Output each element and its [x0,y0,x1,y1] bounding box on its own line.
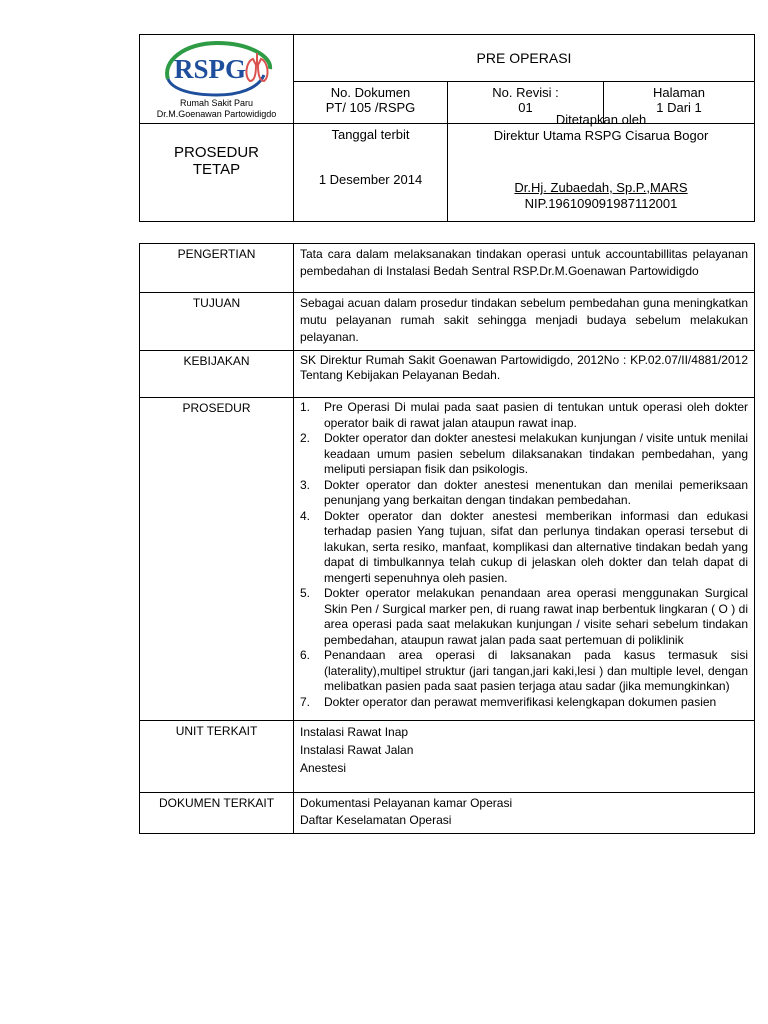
tanggal-cell [294,124,448,222]
logo-sub-line1: Rumah Sakit Paru [179,98,254,108]
list-item: 1. Pre Operasi Di mulai pada saat pasien di tentukan untuk operasi oleh dokter operator baik di rawat jalan ataupun rawat inap. [300,400,748,430]
kebijakan-label: KEBIJAKAN [140,351,294,398]
tujuan-label: TUJUAN [140,293,294,351]
signer-name: Dr.Hj. Zubaedah, Sp.P.,MARS [514,180,688,195]
list-item: 4. Dokter operator dan dokter anestesi memberikan informasi dan edukasi terhadap pasien Yang tujuan, sifat dan perlunya tindakan operasi tersebut di lakukan, serta resiko, manfaat, komplikasi dan alternative tindakan bedah yang dapat di timbulkannya telah cukup di jelaskan oleh dokter dan telah dapat di mengerti sepenuhnya oleh pasien. [300,508,748,585]
dokumen-list-cell [294,793,755,834]
tanggal-label: Tanggal terbit [331,127,410,142]
rev-value: 01 [518,100,533,115]
prosedur-list-cell [294,398,755,721]
logo-text: RSPG [174,54,247,84]
list-item: Dokumentasi Pelayanan kamar Operasi [300,796,513,810]
signer-nip: NIP.196109091987112001 [524,196,678,211]
dokumen-label: DOKUMEN TERKAIT [140,793,294,834]
logo-sub-line2: Dr.M.Goenawan Partowidigdo [156,109,277,119]
page-value: 1 Dari 1 [656,100,702,115]
prosedur-label: PROSEDUR [140,398,294,721]
list-item: 5. Dokter operator melakukan penandaan area operasi menggunakan Surgical Skin Pen / Surgical marker pen, di ruang rawat inap berbentuk lingkaran ( O ) di area operasi pada saat melakukan kunjungan / visite sehari sebelum tindakan pembedahan, ataupun rawat jalan pada saat pertemuan di poliklinik [300,586,748,647]
tujuan-text: Sebagai acuan dalam prosedur tindakan sebelum pembedahan guna meningkatkan mutu pelayanan rumah sakit sehingga menjadi budaya sebelum melakukan pelayanan. [294,293,755,351]
list-item: 3. Dokter operator dan dokter anestesi menentukan dan menilai pemeriksaan penunjang yang berkaitan dengan tindakan pembedahan. [300,477,748,507]
doc-number-cell [294,82,448,124]
doc-value: PT/ 105 /RSPG [325,100,416,115]
logo-cell [140,35,294,124]
content-table [139,243,755,834]
ditetapkan-line2: Direktur Utama RSPG Cisarua Bogor [493,128,709,143]
list-item: Instalasi Rawat Inap [300,725,409,739]
list-item: Instalasi Rawat Jalan [300,743,414,757]
ditetapkan-line1: Ditetapkan oleh [555,112,647,127]
prosedur-list [300,400,748,710]
list-item: 7. Dokter operator dan perawat memverifikasi kelengkapan dokumen pasien [300,694,717,709]
unit-label: UNIT TERKAIT [140,721,294,793]
prosedur-line2: TETAP [192,161,241,178]
prosedur-line1: PROSEDUR [173,144,259,161]
pengertian-text: Tata cara dalam melaksanakan tindakan operasi untuk accountabillitas pelayanan pembedahan di Instalasi Bedah Sentral RSP.Dr.M.Goenawan Partowidigdo [294,244,755,293]
rev-label: No. Revisi : [492,85,559,100]
list-item: Daftar Keselamatan Operasi [300,813,452,827]
unit-list-cell [294,721,755,793]
ditetapkan-cell [448,112,755,222]
page-title: PRE OPERASI [294,35,755,82]
list-item: 6. Penandaan area operasi di laksanakan pada kasus termasuk sisi (laterality),multipel struktur (jari tangan,jari kaki,lesi ) dan multiple level, dengan melibatkan pasien pada saat pasien terjaga atau sadar (jika memungkinkan) [300,648,748,693]
logo-subtitle [140,98,293,120]
doc-label: No. Dokumen [330,85,411,100]
rspg-logo [160,39,275,97]
header-table [139,34,755,222]
tanggal-value: 1 Desember 2014 [318,172,423,187]
prosedur-tetap-cell [140,124,294,222]
page-label: Halaman [652,85,706,100]
kebijakan-text: SK Direktur Rumah Sakit Goenawan Partowidigdo, 2012No : KP.02.07/II/4881/2012 Tentang Kebijakan Pelayanan Bedah. [294,351,755,398]
list-item: Anestesi [300,761,347,775]
list-item: 2. Dokter operator dan dokter anestesi melakukan kunjungan / visite untuk menilai keadaan umum pasien sebelum dilaksanakan tindakan pembedahan, yang meliputi persiapan fisik dan psikologis. [300,431,748,476]
pengertian-label: PENGERTIAN [140,244,294,293]
